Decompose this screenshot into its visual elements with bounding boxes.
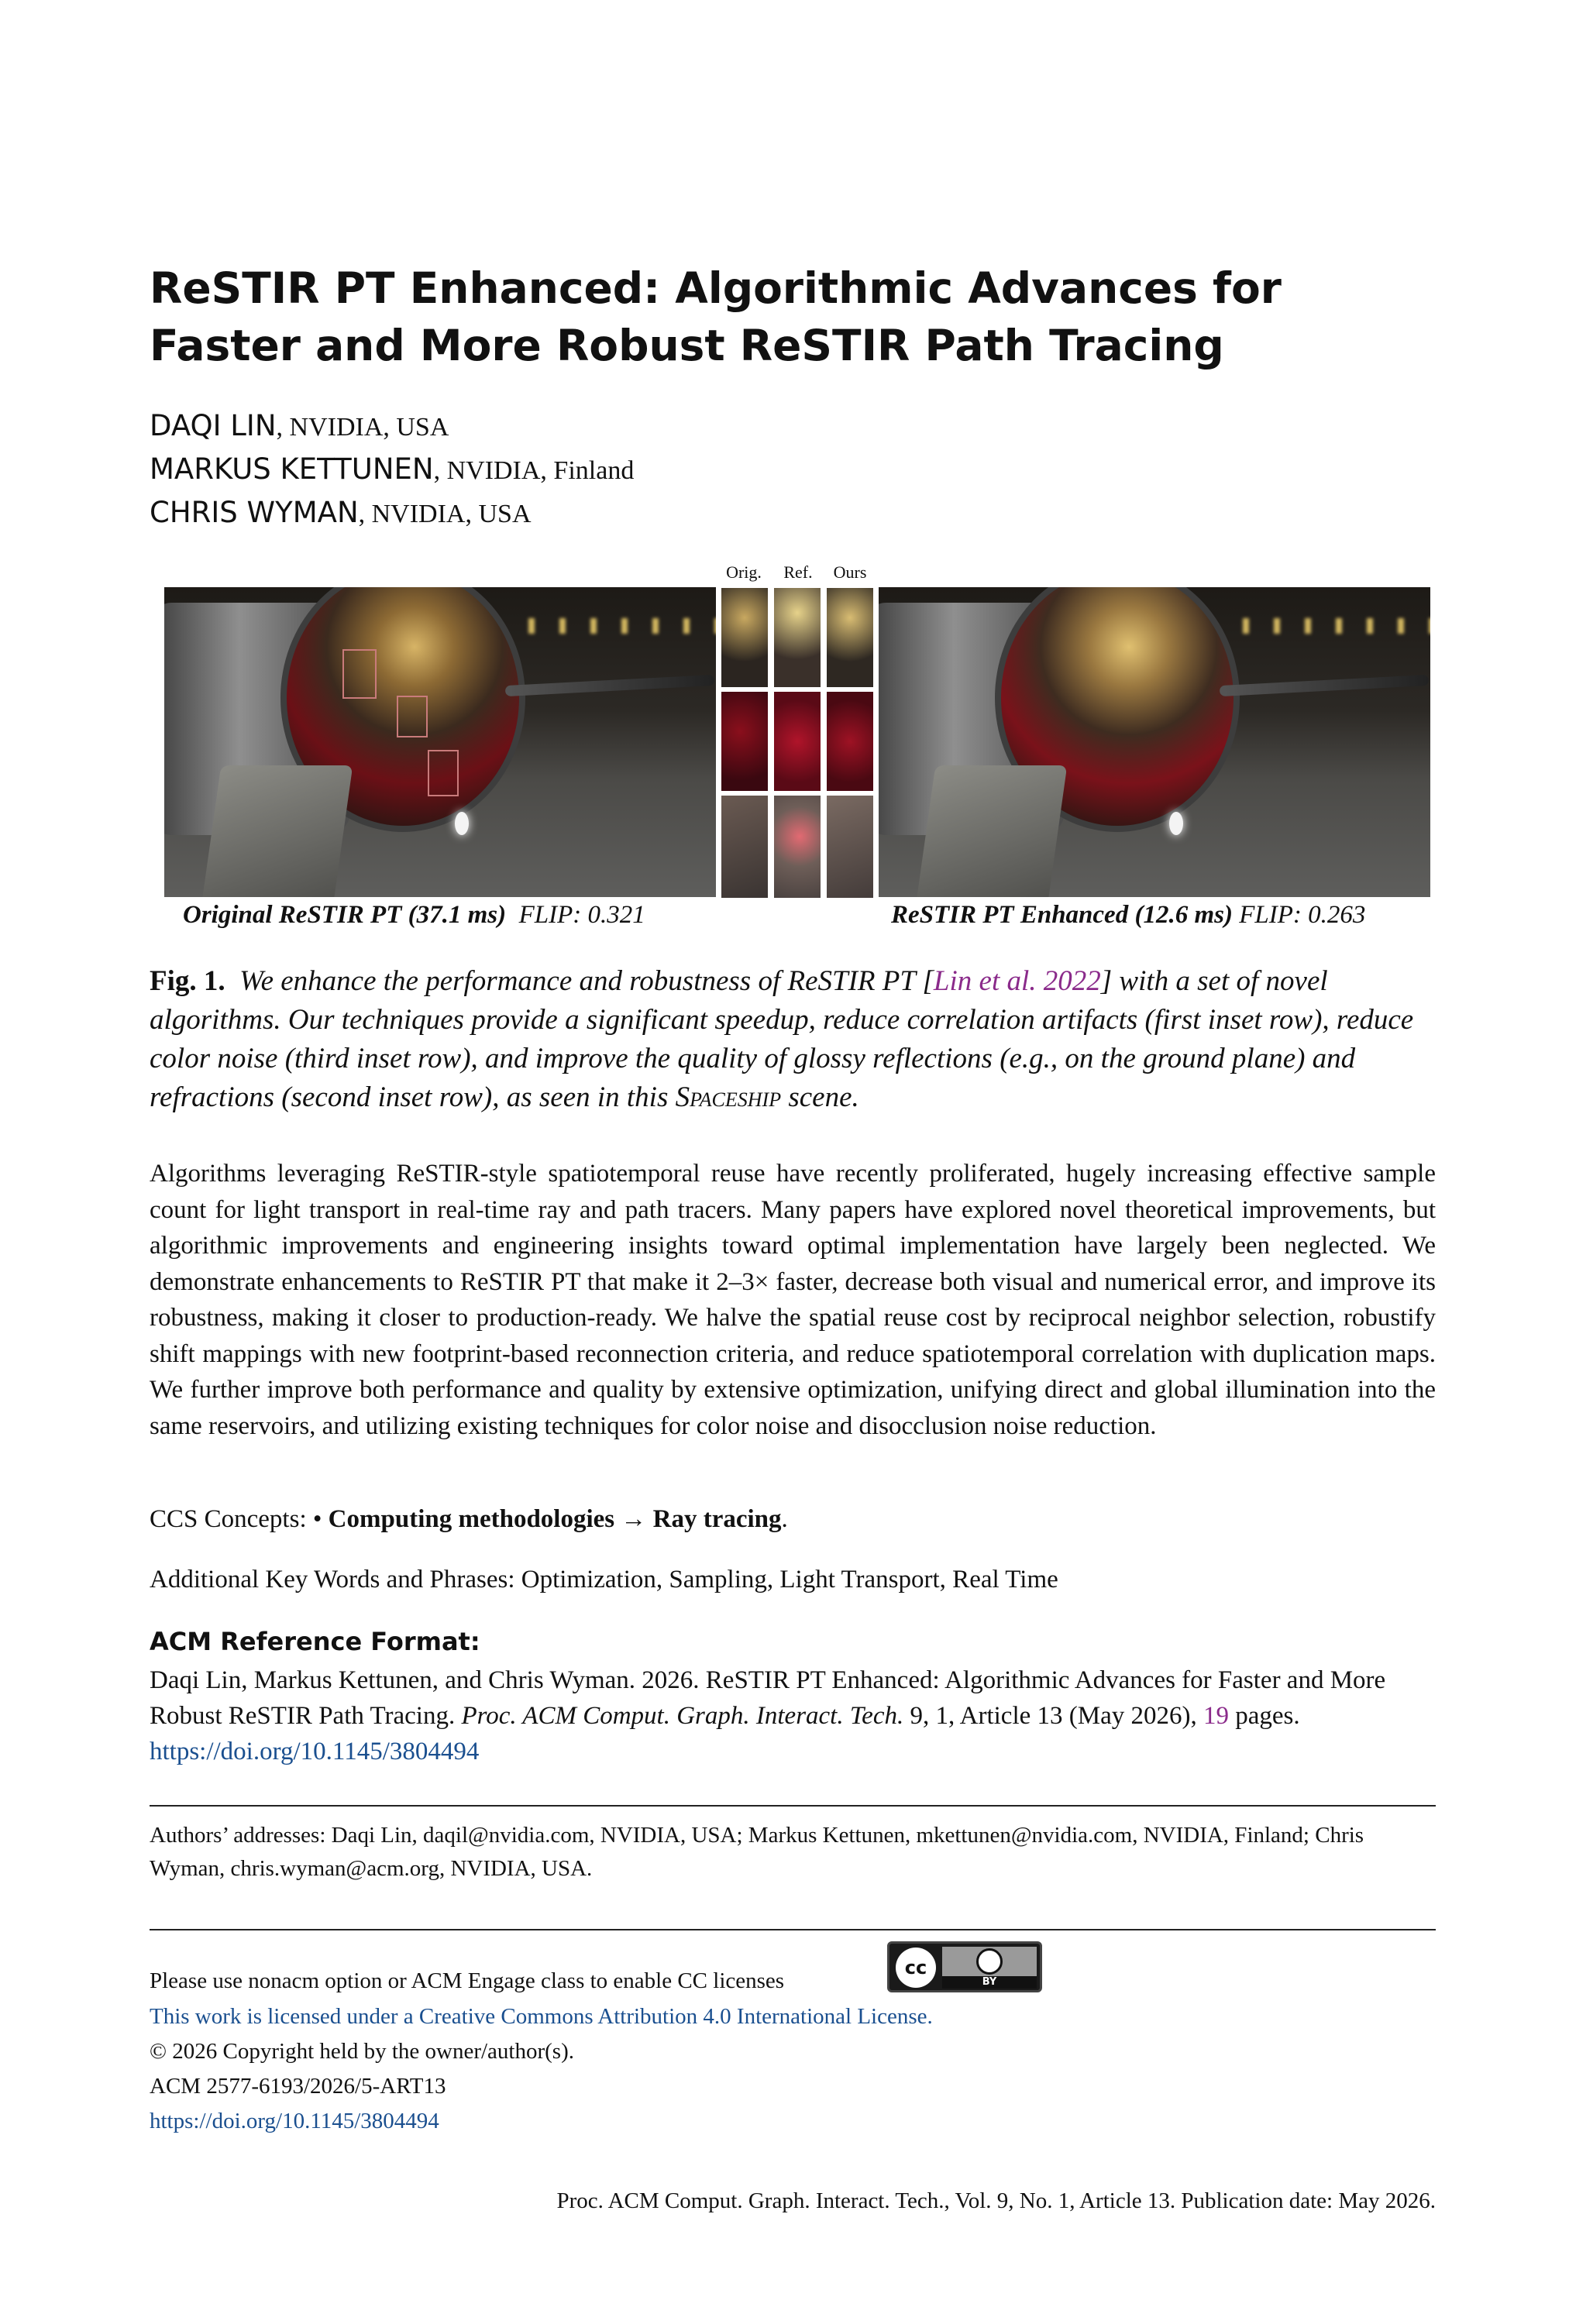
divider [150, 1805, 1436, 1807]
inset-label-ref: Ref. [783, 562, 813, 582]
author-2: MARKUS KETTUNEN, NVIDIA, Finland [150, 452, 635, 486]
inset-orig-row3 [721, 795, 769, 899]
inset-ref-row1 [773, 587, 821, 688]
author-affiliation: NVIDIA, USA [371, 500, 532, 528]
figure-number: Fig. 1. [150, 965, 225, 997]
inset-ours-row2 [826, 691, 874, 792]
render-original [164, 587, 716, 897]
author-affiliation: NVIDIA, Finland [446, 456, 635, 485]
inset-marker [342, 649, 377, 699]
doi-link[interactable]: https://doi.org/10.1145/3804494 [150, 1738, 480, 1765]
inset-marker [428, 750, 459, 796]
ccs-arrow: → [621, 1505, 647, 1533]
inset-ours-row3 [826, 795, 874, 899]
author-name: DAQI LIN [150, 409, 277, 442]
inset-ref-row3 [773, 795, 821, 899]
acm-id: ACM 2577-6193/2026/5-ART13 [150, 2074, 446, 2099]
inset-ref-row2 [773, 691, 821, 792]
acm-reference [150, 1662, 1436, 1769]
caption-text: ] with a set of novel algorithms. Our techniques provide a significant speedup, reduce correlation artifacts (first inset row), reduce color noise (third inset row), and improve the quality of glossy reflections (e.g., on the ground plane) and refractions (second inset row), as seen in this [150, 965, 1414, 1113]
render-enhanced [879, 587, 1430, 897]
copyright: © 2026 Copyright held by the owner/author(s). [150, 2039, 574, 2064]
subcaption-method: Original ReSTIR PT (37.1 ms) [183, 901, 507, 929]
subcaption-flip: FLIP: 0.321 [518, 901, 645, 929]
cc-icon: cc [896, 1948, 936, 1988]
author-1: DAQI LIN, NVIDIA, USA [150, 409, 449, 442]
inset-marker [397, 696, 428, 737]
inset-label-orig: Orig. [726, 562, 762, 582]
paper-title: ReSTIR PT Enhanced: Algorithmic Advances for Faster and More Robust ReSTIR Path Tracing [150, 263, 1282, 370]
page-footer: Proc. ACM Comput. Graph. Interact. Tech., Vol. 9, No. 1, Article 13. Publication date: May 2026. [556, 2188, 1436, 2213]
figure-caption [150, 962, 1436, 1117]
scene-name: Spaceship [675, 1081, 782, 1113]
inset-label-ours: Ours [833, 562, 867, 582]
citation-link[interactable]: Lin et al. 2022 [933, 965, 1101, 997]
doi-link[interactable]: https://doi.org/10.1145/3804494 [150, 2109, 439, 2133]
inset-orig-row1 [721, 587, 769, 688]
author-affiliation: NVIDIA, USA [289, 413, 449, 442]
page-count-link[interactable]: 19 [1203, 1702, 1229, 1730]
divider [150, 1929, 1436, 1930]
subcaption-method: ReSTIR PT Enhanced (12.6 ms) [891, 901, 1233, 929]
abstract: Algorithms leveraging ReSTIR-style spatiotemporal reuse have recently proliferated, hugely increasing effective sample count for light transport in real-time ray and path tracers. Many papers have explored novel theoretical improvements, but algorithmic improvements and engineering insights toward optimal implementation have largely been neglected. We demonstrate enhancements to ReSTIR PT that make it 2–3× faster, decrease both visual and numerical error, and improve its robustness, making it closer to production-ready. We halve the spatial reuse cost by reciprocal neighbor selection, robustify shift mappings with new footprint-based reconnection criteria, and reduce spatiotemporal correlation with duplication maps. We further improve both performance and quality by extensive optimization, unifying direct and global illumination into the same reservoirs, and utilizing existing techniques for color noise and disocclusion noise reduction. [150, 1160, 1436, 1440]
author-name: CHRIS WYMAN [150, 496, 359, 529]
ccs-end: . [781, 1505, 788, 1533]
author-name: MARKUS KETTUNEN [150, 452, 434, 486]
subcaption-enhanced [891, 901, 1365, 930]
subcaption-flip: FLIP: 0.263 [1239, 901, 1366, 929]
cc-by-badge-icon[interactable] [887, 1941, 1042, 1992]
ccs-subconcept: Ray tracing [652, 1505, 782, 1533]
inset-ours-row1 [826, 587, 874, 688]
reference-text: Daqi Lin, Markus Kettunen, and Chris Wyman. 2026. ReSTIR PT Enhanced: Algorithmic Advances for Faster and More Robust ReSTIR Path Tracing. [150, 1666, 1386, 1730]
ccs-concept: Computing methodologies [328, 1505, 615, 1533]
caption-text: We enhance the performance and robustness of ReSTIR PT [ [239, 965, 934, 997]
inset-orig-row2 [721, 691, 769, 792]
keywords: Additional Key Words and Phrases: Optimization, Sampling, Light Transport, Real Time [150, 1566, 1058, 1593]
attribution-icon [976, 1948, 1003, 1975]
ccs-concepts [150, 1501, 788, 1537]
author-3: CHRIS WYMAN, NVIDIA, USA [150, 496, 532, 529]
caption-text: scene. [781, 1081, 859, 1113]
reference-journal: Proc. ACM Comput. Graph. Interact. Tech. [461, 1702, 904, 1730]
acm-reference-heading: ACM Reference Format: [150, 1627, 480, 1656]
reference-text: pages. [1235, 1702, 1300, 1730]
author-addresses: Authors’ addresses: Daqi Lin, daqil@nvidia.com, NVIDIA, USA; Markus Kettunen, mkettunen@nvidia.com, NVIDIA, Finland; Chris Wyman, chris.wyman@acm.org, NVIDIA, USA. [150, 1823, 1364, 1881]
subcaption-original [183, 901, 645, 930]
by-label: BY [942, 1976, 1037, 1989]
cc-license-link[interactable]: This work is licensed under a Creative Commons Attribution 4.0 International License. [150, 2004, 933, 2029]
ccs-label: CCS Concepts: • [150, 1505, 322, 1533]
reference-text: 9, 1, Article 13 (May 2026), [910, 1702, 1197, 1730]
cc-license-note: Please use nonacm option or ACM Engage class to enable CC licenses [150, 1968, 785, 1993]
